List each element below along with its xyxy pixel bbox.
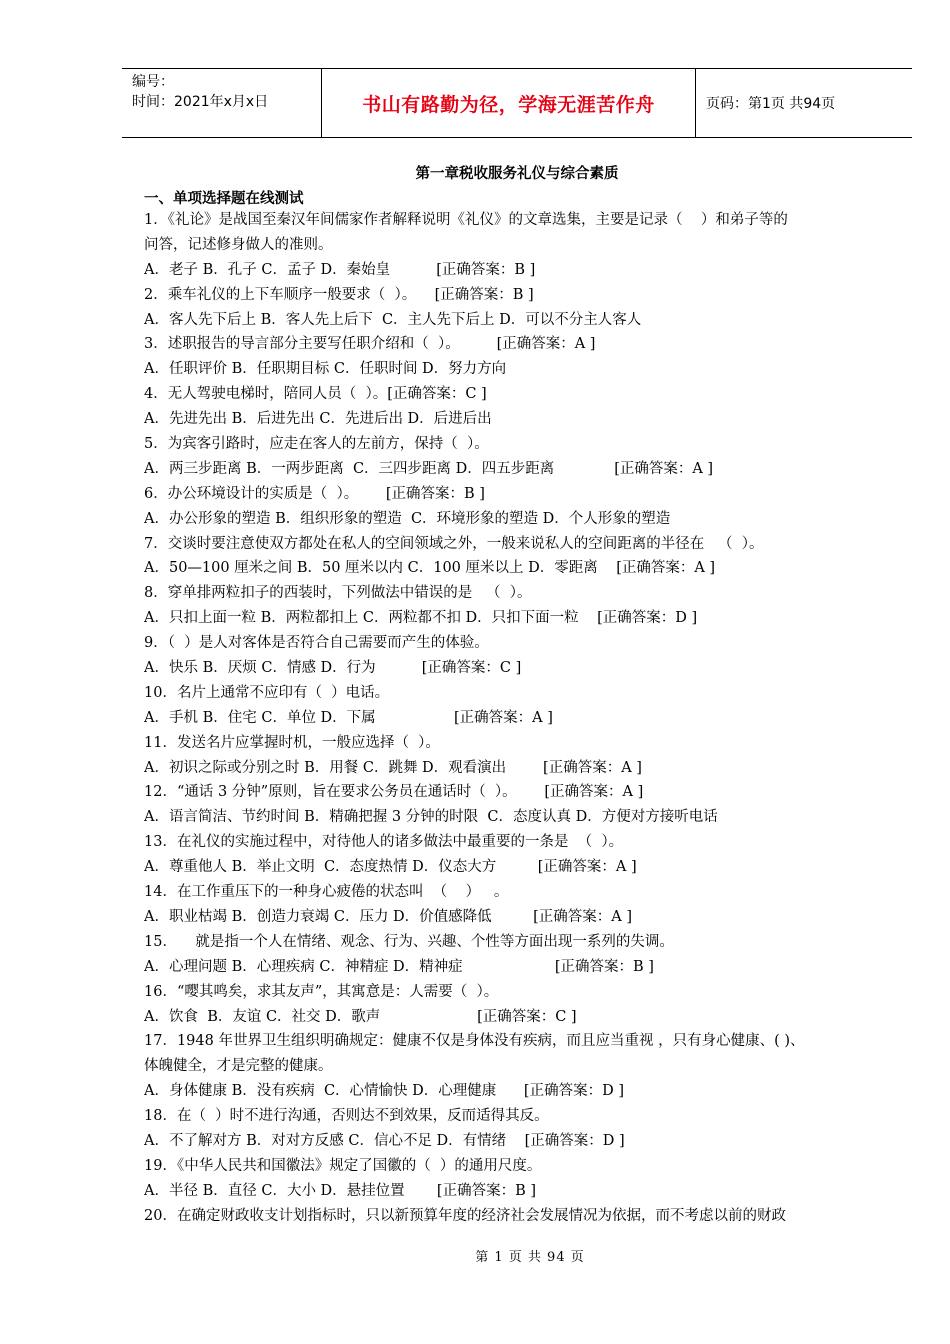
text-line: 13．在礼仪的实施过程中，对待他人的诸多做法中最重要的一条是 （ ）。 [144,834,624,851]
text-line: 16．“嘤其鸣矣，求其友声”，其寓意是：人需要（ ）。 [144,983,499,1000]
number-label: 编号： [132,74,174,90]
text-line: 3．述职报告的导言部分主要写任职介绍和（ ）。 [正确答案：A ] [144,336,596,353]
header-page-info: 页码：第1页 共94页 [706,96,836,112]
text-line: A．只扣上面一粒 B．两粒都扣上 C．两粒都不扣 D．只扣下面一粒 [正确答案：D ] [144,610,698,627]
text-line: 14．在工作重压下的一种身心疲倦的状态叫 （ ） 。 [144,884,509,901]
text-line: 10．名片上通常不应印有（ ）电话。 [144,684,390,701]
text-line: A．语言简洁、节约时间 B．精确把握 3 分钟的时限 C．态度认真 D．方便对方接听电话 [144,809,718,826]
text-line: A．快乐 B．厌烦 C．情感 D．行为 [正确答案：C ] [144,660,522,677]
text-line: A．半径 B．直径 C．大小 D．悬挂位置 [正确答案：B ] [144,1182,537,1199]
text-line: A．尊重他人 B．举止文明 C．态度热情 D．仪态大方 [正确答案：A ] [144,859,637,876]
text-line: 17．1948 年世界卫生组织明确规定：健康不仅是身体没有疾病，而且应当重视 ，只有身心健康、( )、 [144,1033,805,1050]
chapter-title: 第一章税收服务礼仪与综合素质 [415,165,619,182]
text-line: 问答，记述修身做人的准则。 [144,236,333,253]
motto-text: 书山有路勤为径，学海无涯苦作舟 [362,93,655,116]
text-line: 15． 就是指一个人在情绪、观念、行为、兴趣、个性等方面出现一系列的失调。 [144,933,674,950]
text-line: A．不了解对方 B．对对方反感 C．信心不足 D．有情绪 [正确答案：D ] [144,1132,625,1149]
text-line: A．手机 B．住宅 C．单位 D．下属 [正确答案：A ] [144,709,553,726]
text-line: A．两三步距离 B．一两步距离 C．三四步距离 D．四五步距离 [正确答案：A ] [144,460,714,477]
header-meta [122,69,322,137]
text-line: A．50—100 厘米之间 B．50 厘米以内 C．100 厘米以上 D．零距离 [正确答案：A ] [144,560,716,577]
header-motto-cell [322,69,696,137]
text-line: 1．《礼论》是战国至秦汉年间儒家作者解释说明《礼仪》的文章选集，主要是记录（ ）和弟子等的 [144,212,788,228]
text-line: A．先进先出 B．后进先出 C．先进后出 D．后进后出 [144,411,492,428]
text-line: A．初识之际或分别之时 B．用餐 C．跳舞 D．观看演出 [正确答案：A ] [144,759,642,776]
text-line: 20．在确定财政收支计划指标时，只以新预算年度的经济社会发展情况为依据，而不考虑以前的财政 [144,1207,786,1224]
text-line: 6．办公环境设计的实质是（ ）。 [正确答案：B ] [144,485,485,502]
time-label: 时间：2021年x月x日 [132,94,269,110]
text-line: 9．（ ）是人对客体是否符合自己需要而产生的体验。 [144,635,489,652]
text-line: 体魄健全，才是完整的健康。 [144,1058,333,1075]
text-line: 8．穿单排两粒扣子的西装时，下列做法中错误的是 （ ）。 [144,585,532,602]
text-line: 12．“通话 3 分钟”原则，旨在要求公务员在通话时（ ）。 [正确答案：A ] [144,784,644,801]
text-line: A．客人先下后上 B．客人先上后下 C．主人先下后上 D．可以不分主人客人 [144,311,642,328]
text-line: 4．无人驾驶电梯时，陪同人员（ ）。[正确答案：C ] [144,386,487,403]
text-line: 19．《中华人民共和国徽法》规定了国徽的（ ）的通用尺度。 [144,1157,542,1174]
page-footer: 第 1 页 共 94 页 [475,1250,585,1265]
text-line: A．老子 B．孔子 C．孟子 D．秦始皇 [正确答案：B ] [144,261,536,278]
text-line: 18．在（ ）时不进行沟通，否则达不到效果，反而适得其反。 [144,1108,549,1125]
text-line: 5．为宾客引路时，应走在客人的左前方，保持（ ）。 [144,436,489,453]
section-heading: 一、单项选择题在线测试 [144,190,304,207]
text-line: A．办公形象的塑造 B．组织形象的塑造 C．环境形象的塑造 D．个人形象的塑造 [144,510,671,527]
text-line: A．任职评价 B．任职期目标 C．任职时间 D．努力方向 [144,361,507,378]
text-line: A．饮食 B．友谊 C．社交 D．歌声 [正确答案：C ] [144,1008,577,1025]
text-line: 2．乘车礼仪的上下车顺序一般要求（ ）。 [正确答案：B ] [144,286,534,303]
text-line: A．身体健康 B．没有疾病 C．心情愉快 D．心理健康 [正确答案：D ] [144,1083,624,1100]
text-line: A．职业枯竭 B．创造力衰竭 C．压力 D．价值感降低 [正确答案：A ] [144,908,633,925]
text-line: 7．交谈时要注意使双方都处在私人的空间领域之外，一般来说私人的空间距离的半径在 （ ）。 [144,535,764,552]
question-list [144,208,904,1229]
header-table [122,68,912,138]
text-line: 11．发送名片应掌握时机，一般应选择（ ）。 [144,734,440,751]
text-line: A．心理问题 B．心理疾病 C．神精症 D．精神症 [正确答案：B ] [144,958,654,975]
